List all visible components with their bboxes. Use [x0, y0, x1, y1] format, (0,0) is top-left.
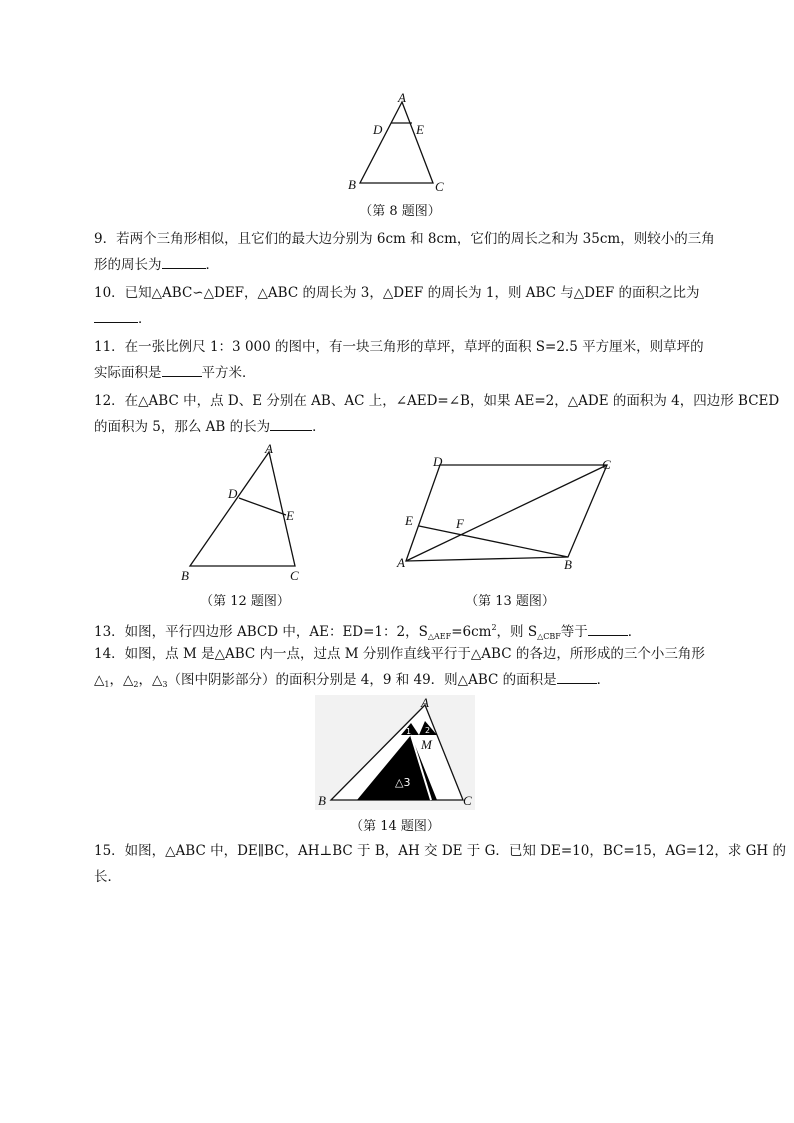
label-b: B [348, 177, 356, 192]
label-e: E [405, 513, 413, 528]
label-c: C [602, 457, 611, 472]
figure-13-caption: （第 13 题图） [465, 594, 555, 609]
q14-answer-blank[interactable] [557, 669, 597, 684]
question-10: 10．已知△ABC∽△DEF，△ABC 的周长为 3，△DEF 的周长为 1，则 ABC 与△DEF 的面积之比为 ． [94, 280, 704, 332]
label-t1: 1 [406, 727, 412, 736]
label-f: F [456, 516, 464, 531]
q14-line1: 14．如图，点 M 是△ABC 内一点，过点 M 分别作直线平行于△ABC 的各边，所形成的三个小三角形 [94, 646, 705, 662]
question-15 [94, 838, 786, 890]
q15-line1: 15．如图，△ABC 中，DE∥BC，AH⊥BC 于 B，AH 交 DE 于 G．已知 DE=10，BC=15，AG=12，求 GH 的 [94, 843, 786, 859]
label-d: D [228, 486, 238, 501]
q11-line1: 11．在一张比例尺 1：3 000 的图中，有一块三角形的草坪，草坪的面积 S=2.5 平方厘米，则草坪的 [94, 339, 704, 355]
label-t2: 2 [425, 726, 431, 735]
label-c: C [435, 179, 444, 194]
q10-line1: 10．已知△ABC∽△DEF，△ABC 的周长为 3，△DEF 的周长为 1，则 ABC 与△DEF 的面积之比为 [94, 285, 700, 301]
label-c: C [463, 793, 472, 808]
label-b: B [181, 568, 189, 583]
label-a: A [398, 90, 406, 105]
figure-8-caption: （第 8 题图） [359, 204, 441, 219]
label-e: E [286, 508, 294, 523]
figure-14 [315, 695, 475, 810]
figure-14-caption: （第 14 题图） [350, 819, 440, 834]
label-d: D [373, 122, 383, 137]
question-13: 13．如图，平行四边形 ABCD 中，AE：ED=1：2，$S_{\triangle AEF}=6cm^2$，则 $S_{\triangle CBF}$等于 ． [94, 623, 642, 641]
question-14: 14．如图，点 M 是△ABC 内一点，过点 M 分别作直线平行于△ABC 的各边，所形成的三个小三角形 $\triangle_1$，$\triangle_2$，$\triangle_3$（图中阴影部分）的面积分别是 4，9 和 49．则△ABC 的面积是 ． [94, 641, 704, 698]
label-a: A [421, 695, 429, 710]
q12-line1: 12．在△ABC 中，点 D、E 分别在 AB、AC 上，∠AED=∠B，如果 AE=2，△ADE 的面积为 4，四边形 BCED [94, 393, 780, 409]
label-m: M [421, 737, 432, 752]
q9-answer-blank[interactable] [162, 254, 206, 269]
label-d: D [433, 454, 443, 469]
figure-13 [395, 452, 620, 574]
q13-answer-blank[interactable] [588, 621, 628, 636]
q15-line2: 长． [94, 869, 121, 885]
label-b: B [564, 557, 572, 572]
figure-12-caption: （第 12 题图） [200, 594, 290, 609]
label-a: A [397, 555, 405, 570]
label-c: C [290, 568, 299, 583]
question-9: 9．若两个三角形相似，且它们的最大边分别为 6cm 和 8cm，它们的周长之和为 35cm，则较小的三角 形的周长为 ． [94, 226, 704, 278]
label-t3: △3 [395, 776, 411, 789]
q10-answer-blank[interactable] [94, 308, 138, 323]
label-e: E [416, 122, 424, 137]
label-b: B [318, 793, 326, 808]
q9-line1: 9．若两个三角形相似，且它们的最大边分别为 6cm 和 8cm，它们的周长之和为 35cm，则较小的三角 [94, 231, 715, 247]
q9-line2: 形的周长为 [94, 257, 162, 273]
question-12: 12．在△ABC 中，点 D、E 分别在 AB、AC 上，∠AED=∠B，如果 AE=2，△ADE 的面积为 4，四边形 BCED 的面积为 5，那么 AB 的长为 ． [94, 388, 704, 440]
q11-answer-blank[interactable] [162, 362, 202, 377]
question-11: 11．在一张比例尺 1：3 000 的图中，有一块三角形的草坪，草坪的面积 S=2.5 平方厘米，则草坪的 实际面积是 平方米． [94, 334, 704, 386]
label-a: A [265, 441, 273, 456]
figure-8 [340, 90, 460, 198]
figure-12 [175, 440, 315, 585]
q12-answer-blank[interactable] [270, 416, 312, 431]
